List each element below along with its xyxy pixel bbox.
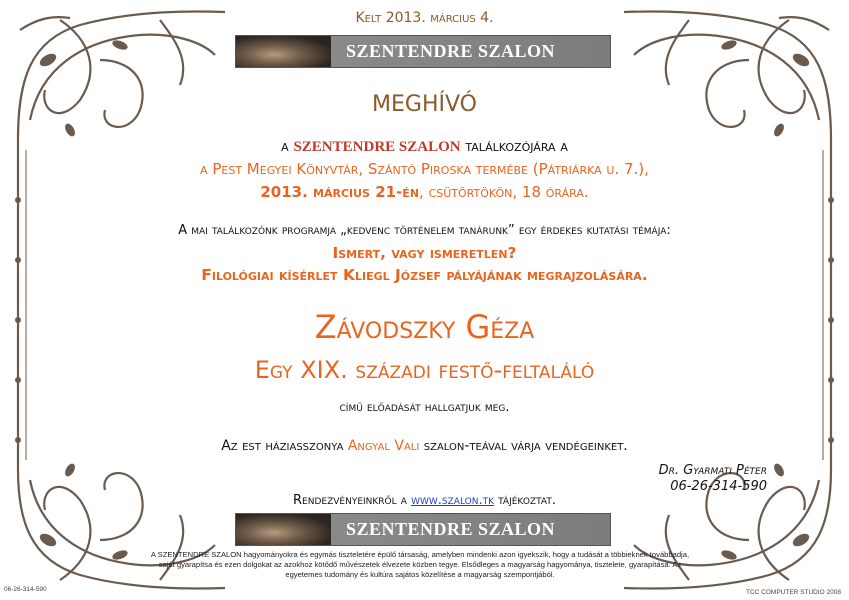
invitation-title: MEGHÍVÓ <box>372 92 477 117</box>
footer-banner-title: SZENTENDRE SZALON <box>346 519 556 539</box>
info-post: tájékoztat. <box>493 493 556 508</box>
talk-title: Egy XIX. századi festő-feltaláló <box>254 356 595 384</box>
footer-credit: TCC COMPUTER STUDIO 2008 <box>746 589 841 596</box>
signature-name: Dr. Gyarmati Péter <box>658 463 767 478</box>
hostess-line <box>0 438 849 454</box>
info-line <box>0 493 849 508</box>
speaker-name: Závodszky Géza <box>314 308 535 346</box>
signature-block <box>659 463 767 495</box>
handshake-photo <box>236 36 331 67</box>
hostess-pre: Az est háziasszonya <box>221 438 348 454</box>
line1-pre: a <box>281 137 294 155</box>
event-date: 2013. március 21-én <box>260 183 420 201</box>
website-link[interactable]: www.szalon.tk <box>411 493 494 508</box>
header-banner <box>235 35 611 68</box>
salon-name: SZENTENDRE SZALON <box>293 139 461 155</box>
event-time: , csütörtökön, 18 órára. <box>419 183 589 201</box>
handshake-photo <box>236 514 331 545</box>
listen-line: című előadását hallgatjuk meg. <box>339 400 510 415</box>
program-intro: A mai találkozónk programja „kedvenc történelem tanárunk” egy érdekes kutatási témája: <box>178 223 671 238</box>
program-topic-2: Filológiai kísérlet Kliegl József pályájának megrajzolására. <box>201 266 648 284</box>
hostess-post: szalon-teával várja vendégeinket. <box>419 438 628 454</box>
banner-title: SZENTENDRE SZALON <box>346 41 556 61</box>
footer-left-code: 06-26-314-590 <box>4 586 47 593</box>
footer-note: A SZENTENDRE SZALON hagyományokra és egymás tiszteletére épülő társaság, amelyben mindenki azon igyekszik, hogy a tudását a többieknek továbbadja, saját gyarapítsa és ezen dolgokat az azokhoz kötődő művészetek élvezete közben tegye. Elsődleges a magyarság hagyománya, tisztelete, gyarapítása. Az egyetemes tudomány és kultúra sajátos közelítése a magyarság szempontjából. <box>150 550 690 579</box>
info-pre: Rendezvényeinkről a <box>293 493 412 508</box>
footer-banner <box>235 513 611 546</box>
signature-phone: 06-26-314-590 <box>670 479 767 494</box>
date-line: Kelt 2013. március 4. <box>355 10 494 26</box>
program-topic-1: Ismert, vagy ismeretlen? <box>332 244 517 262</box>
line1-post: találkozójára a <box>460 137 568 155</box>
venue-line: a Pest Megyei Könyvtár, Szántó Piroska termébe (Pátriárka u. 7.), <box>200 160 649 178</box>
invitation-line1 <box>0 137 849 156</box>
hostess-name: Angyal Vali <box>347 438 420 454</box>
date-time-line <box>0 183 849 201</box>
